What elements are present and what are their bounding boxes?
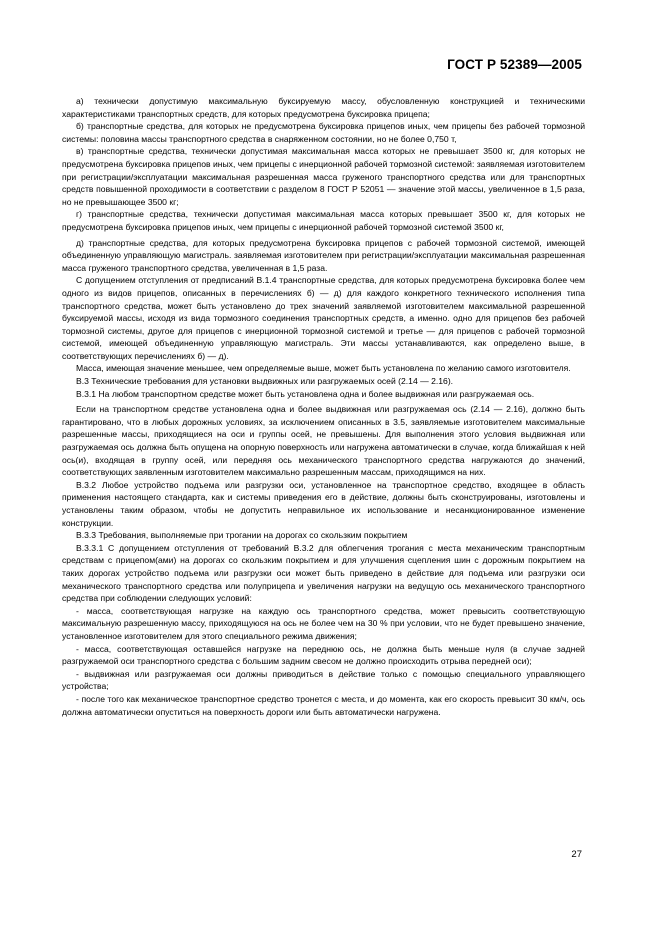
paragraph-g: г) транспортные средства, технически допустимая максимальная масса которых превышает 3500 кг, для которых не предусмотрена буксировка прицепов иных, чем прицепы с инерционной рабочей тормозной системой 3500 кг,: [62, 209, 585, 232]
paragraph-v: в) транспортные средства, технически допустимая максимальная масса которых не превышает 3500 кг, для которых не предусмотрена буксировка прицепов иных, чем прицепы с инерционной рабочей тормозной системой: заявляемая изготовителем при регистрации/эксплуатации максимальная разрешенная масса груженого транспортного средства или для транспортных средств повышенной проходимости в соответствии с разделом 8 ГОСТ Р 52051 — значение этой массы, увеличенное в 1,5 раза, но не превышающее 3500 кг;: [62, 146, 585, 207]
clause-b3-1: В.3.1 На любом транспортном средстве может быть установлена одна и более выдвижная или разгружаемая ось.: [76, 388, 535, 399]
paragraph-axle-conditions: Если на транспортном средстве установлена одна и более выдвижная или разгружаемая ось (2.14 — 2.16), должно быть гарантировано, что в любых дорожных условиях, за исключением описанных в 3.5, заявляемые изготовителем максимальные разрешенные массы, приходящиеся на оси и группы осей, не превышены. Для выполнения этого условия выдвижная или разгружаемая ось должна быть опущена на опорную поверхность или нагружена автоматически в случае, когда ближайшая к ней ось(и), входящая в группу осей, или передняя ось механического транспортного средства нагружаются до значений, соответствующих заявленным изготовителем максимально разрешенным массам, приходящимся на них.: [62, 404, 585, 478]
list-item-condition-1: - масса, соответствующая нагрузке на каждую ось транспортного средства, может превысить соответствующую максимальную разрешенную массу, приходящуюся на ось не более чем на 30 % при условии, что не будет превышено значение, установленное изготовителем для этого специального режима движения;: [62, 605, 585, 641]
list-item-condition-2: - масса, соответствующая оставшейся нагрузке на переднюю ось, не должна быть меньше нуля (в случае задней разгружаемой оси транспортного средства с большим задним свесом не должно происходить отрыва передней оси);: [62, 643, 585, 667]
clause-b3-3: В.3.3 Требования, выполняемые при трогании на дорогах со скользким покрытием: [76, 530, 408, 541]
page-body: [62, 95, 585, 718]
section-heading-b3: В.3 Технические требования для установки выдвижных или разгружаемых осей (2.14 — 2.16).: [76, 376, 454, 387]
clause-b3-3-1: В.3.3.1 С допущением отступления от требований В.3.2 для облегчения трогания с места механическим транспортным средствам с прицепом(ами) на дорогах со скользким покрытием и для улучшения сцепления шин с дорожным покрытием на таких дорогах устройство подъема или разгрузки оси может быть приведено в действие для подъема или разгрузки оси механического транспортного средства или полуприцепа и увеличения нагрузки на ведущую ось механического транспортного средства при соблюдении следующих условий:: [62, 542, 585, 604]
paragraph-lower-mass: Масса, имеющая значение меньшее, чем определяемые выше, может быть установлена по желанию самого изготовителя.: [76, 363, 571, 374]
page-number: 27: [571, 849, 582, 860]
paragraph-b: б) транспортные средства, для которых не предусмотрена буксировка прицепов иных, чем прицепы без рабочей тормозной системы: половина массы транспортного средства в снаряженном состоянии, но не более 0,750 т,: [62, 121, 585, 144]
document-code: ГОСТ Р 52389—2005: [447, 57, 582, 72]
clause-b3-2: В.3.2 Любое устройство подъема или разгрузки оси, установленное на транспортное средство, входящее в область применения настоящего стандарта, как и системы приведения его в действие, должны быть сконструированы, изготовлены и установлены таким образом, чтобы не допустить неправильное их использование и несанкционированное изменение конструкции.: [62, 479, 585, 528]
paragraph-exception: С допущением отступления от предписаний В.1.4 транспортные средства, для которых предусмотрена буксировка более чем одного из видов прицепов, описанных в перечислениях б) — д) для каждого конкретного технического исполнения типа транспортного средства, может быть установлено до трех значений заявляемой изготовителем максимальной разрешенной буксируемой массы, исходя из вида тормозного соединения транспортных средств, а именно. одно для прицепов без рабочей тормозной системы, другое для прицепов с инерционной тормозной системой и третье — для прицепов с рабочей тормозной системой, имеющей объединенную управляющую магистраль. Эти массы устанавливаются, как определено выше, в соответствующих перечислениях б) — д).: [62, 275, 585, 361]
paragraph-a: а) технически допустимую максимальную буксируемую массу, обусловленную конструкцией и техническими характеристиками транспортных средств, для которых предусмотрена буксировка прицепа;: [62, 96, 585, 119]
paragraph-d: д) транспортные средства, для которых предусмотрена буксировка прицепов с рабочей тормозной системой, имеющей объединенную управляющую магистраль. заявляемая изготовителем при регистрации/эксплуатации максимальная разрешенная масса груженого транспортного средства, увеличенная в 1,5 раза.: [62, 237, 585, 273]
list-item-condition-3: - выдвижная или разгружаемая оси должны приводиться в действие только с помощью специального управляющего устройства;: [62, 668, 585, 692]
list-item-condition-4: - после того как механическое транспортное средство тронется с места, и до момента, как его скорость превысит 30 км/ч, ось должна автоматически опуститься на поверхность дороги или быть автоматически нагружена.: [62, 693, 585, 717]
